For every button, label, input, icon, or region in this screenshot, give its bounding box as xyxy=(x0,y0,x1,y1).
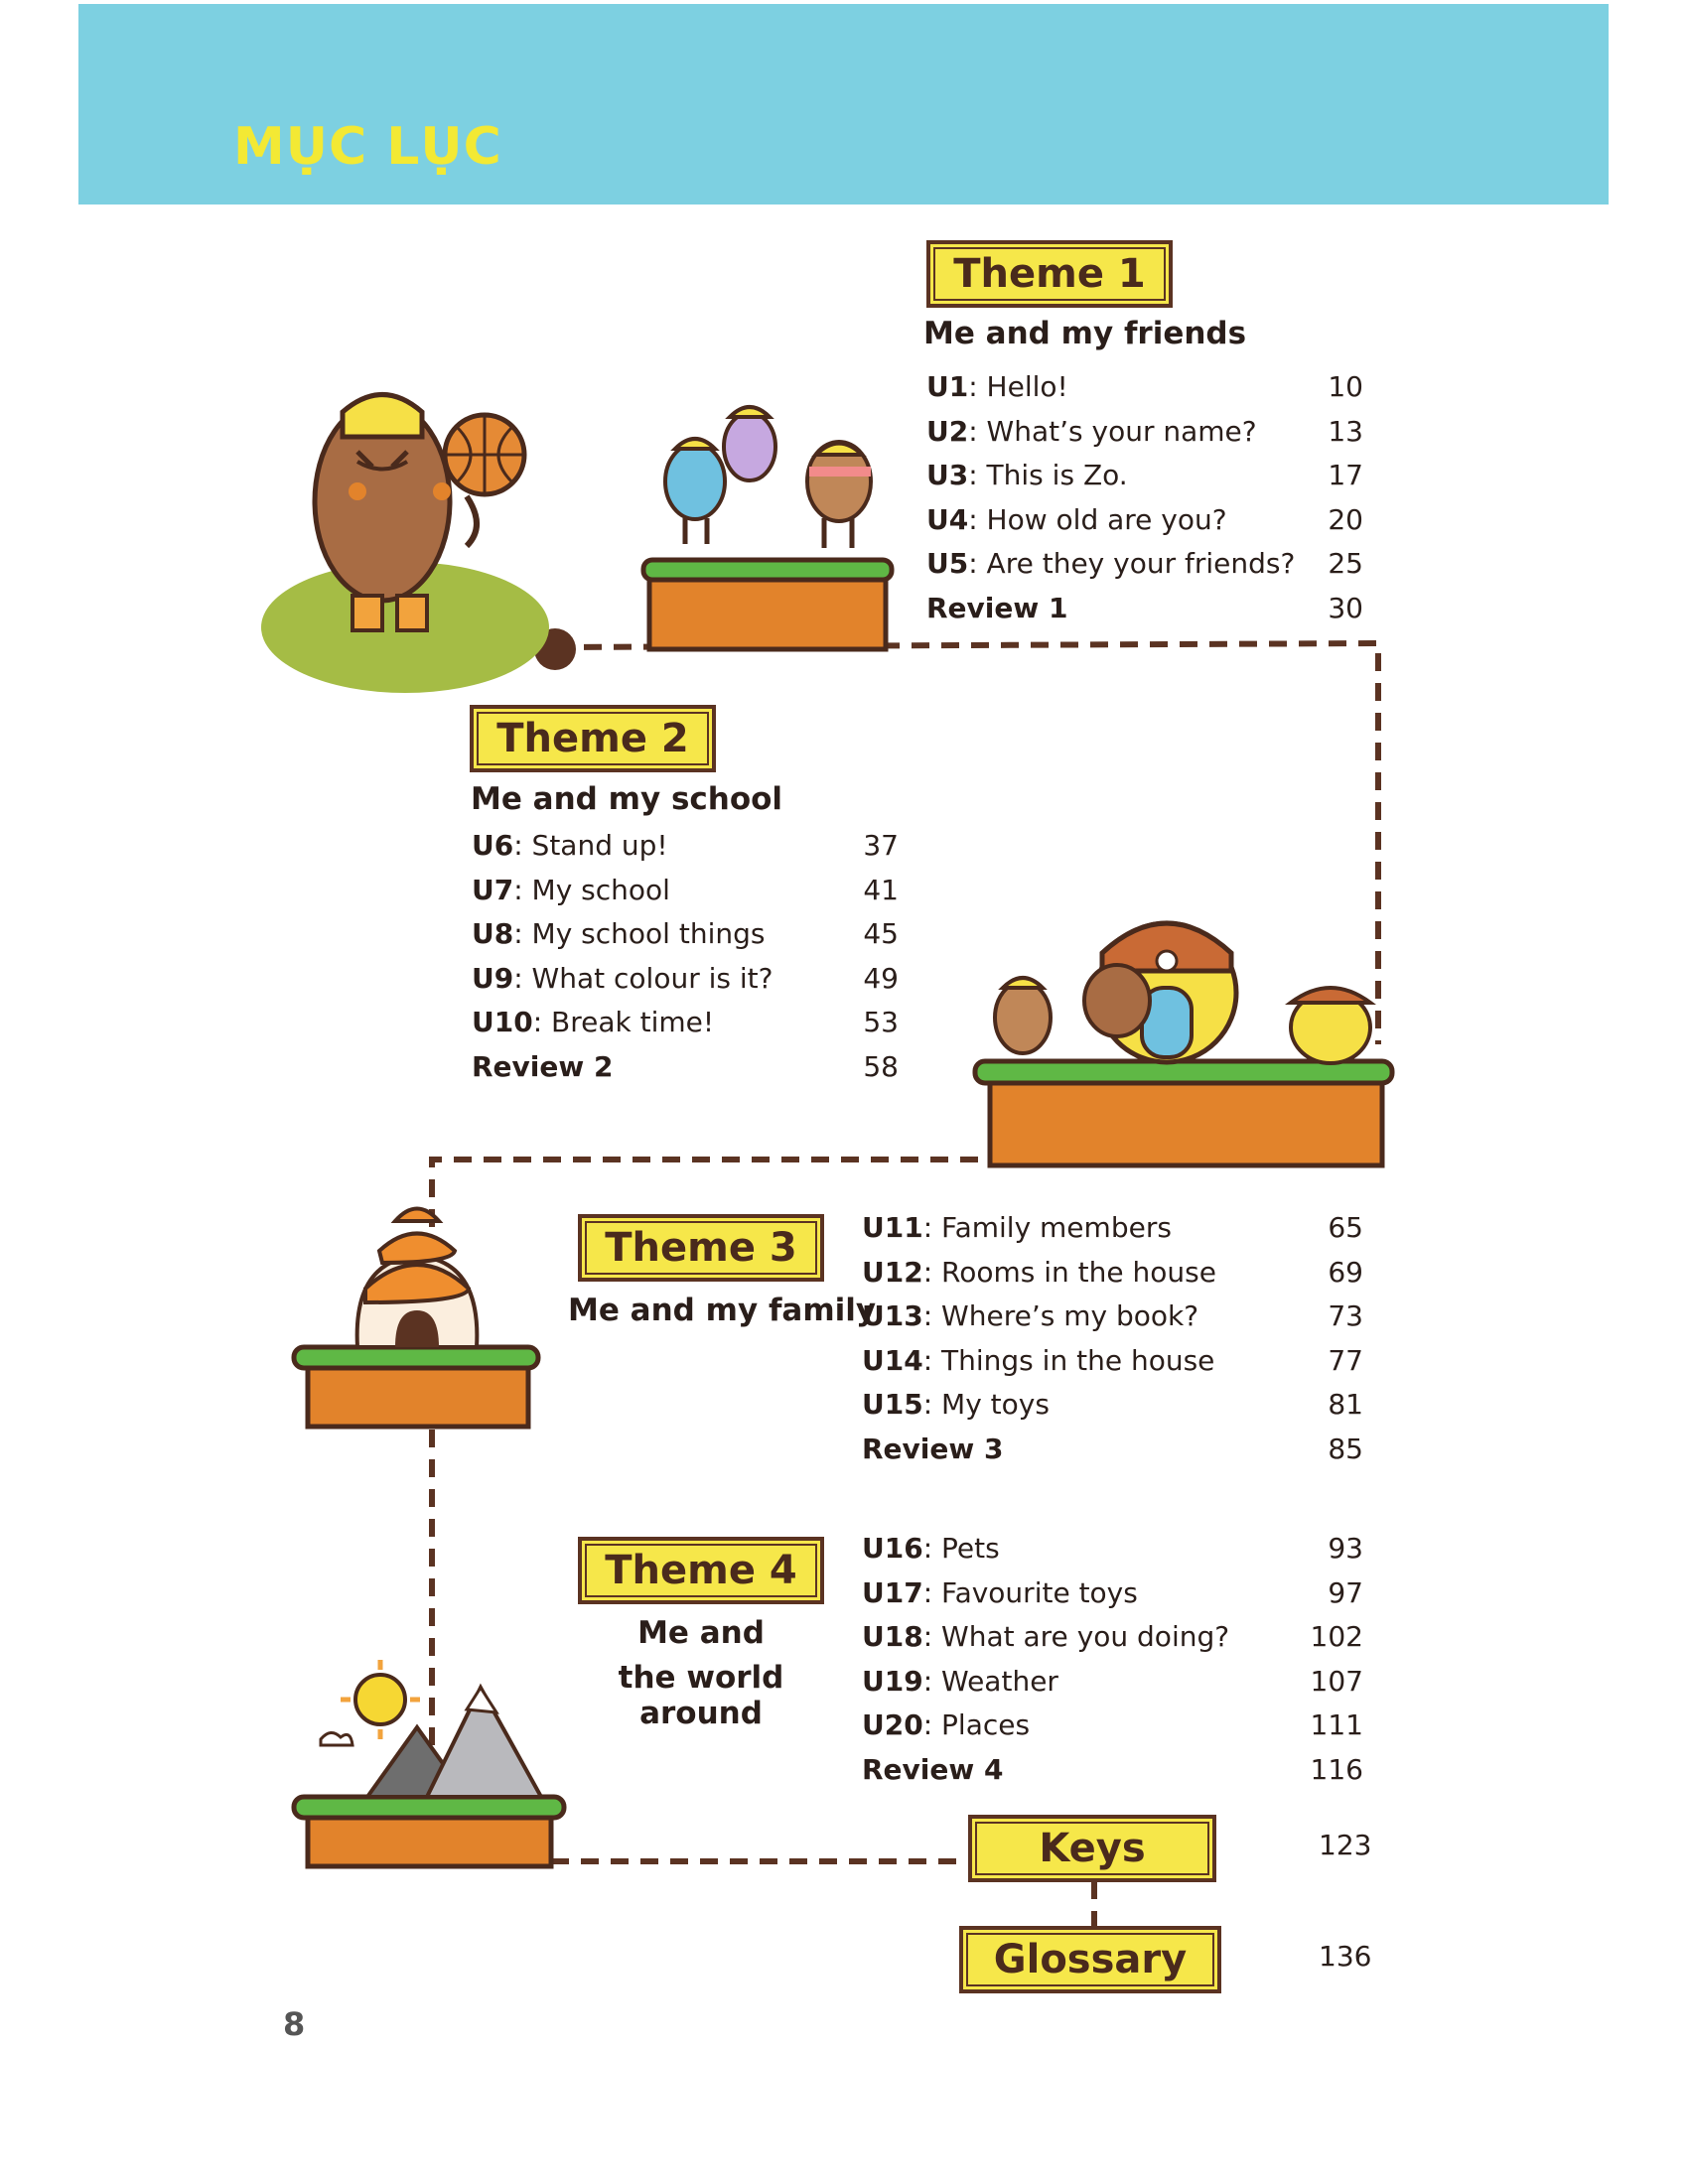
platform-4 xyxy=(294,1797,564,1866)
unit-code: U20 xyxy=(862,1708,923,1741)
toc-row-u1[interactable] xyxy=(926,365,1363,410)
review-page: 116 xyxy=(1310,1752,1363,1786)
unit-code: U4 xyxy=(926,502,969,536)
unit-title: : Favourite toys xyxy=(922,1575,1138,1609)
unit-title: : What are you doing? xyxy=(922,1620,1230,1653)
theme-3-badge[interactable] xyxy=(578,1214,824,1282)
unit-title: : My school things xyxy=(513,917,766,950)
unit-title: : My toys xyxy=(922,1388,1050,1421)
review-title: Review 1 xyxy=(926,591,1068,624)
unit-page: 107 xyxy=(1310,1664,1363,1698)
unit-code: U11 xyxy=(862,1211,923,1244)
theme-3-label: Theme 3 xyxy=(605,1225,797,1271)
unit-page: 53 xyxy=(863,1006,899,1038)
unit-page: 102 xyxy=(1310,1620,1363,1653)
theme-2-unit-list xyxy=(472,824,899,1089)
theme-3-unit-list xyxy=(862,1206,1363,1471)
unit-code: U1 xyxy=(926,370,969,403)
keys-page: 123 xyxy=(1319,1829,1372,1861)
platform-2 xyxy=(975,1061,1392,1165)
unit-code: U16 xyxy=(862,1532,923,1565)
toc-row-u7[interactable] xyxy=(472,869,899,913)
unit-title: : This is Zo. xyxy=(968,459,1128,491)
toc-row-u17[interactable] xyxy=(862,1571,1363,1616)
unit-page: 37 xyxy=(863,829,899,862)
unit-title: : What colour is it? xyxy=(513,961,774,995)
unit-title: : Pets xyxy=(922,1532,1000,1565)
toc-row-u19[interactable] xyxy=(862,1660,1363,1705)
unit-page: 97 xyxy=(1328,1575,1363,1609)
platform-3 xyxy=(294,1347,538,1427)
unit-code: U2 xyxy=(926,414,969,448)
review-page: 30 xyxy=(1328,591,1363,624)
unit-page: 65 xyxy=(1328,1211,1363,1244)
toc-row-u14[interactable] xyxy=(862,1339,1363,1384)
unit-page: 41 xyxy=(863,873,899,906)
keys-badge[interactable] xyxy=(968,1815,1216,1882)
unit-code: U7 xyxy=(472,873,514,906)
unit-page: 13 xyxy=(1328,414,1363,448)
unit-page: 45 xyxy=(863,917,899,950)
three-friends-icon xyxy=(665,407,871,548)
toc-row-u13[interactable] xyxy=(862,1295,1363,1339)
unit-title: : Things in the house xyxy=(922,1343,1215,1377)
glossary-badge[interactable] xyxy=(959,1926,1221,1993)
unit-code: U5 xyxy=(926,547,969,580)
unit-title: : Rooms in the house xyxy=(922,1255,1216,1289)
unit-page: 111 xyxy=(1310,1708,1363,1741)
unit-page: 25 xyxy=(1328,547,1363,580)
basketball-character-icon xyxy=(261,395,549,694)
unit-code: U8 xyxy=(472,917,514,950)
toc-row-u3[interactable] xyxy=(926,454,1363,498)
unit-code: U18 xyxy=(862,1620,923,1653)
theme-4-subtitle-line1: Me and xyxy=(637,1615,765,1651)
platform-1 xyxy=(643,560,892,649)
toc-row-u12[interactable] xyxy=(862,1251,1363,1296)
review-page: 58 xyxy=(863,1049,899,1083)
unit-title: : Break time! xyxy=(532,1006,715,1038)
page-title: MỤC LỤC xyxy=(233,117,502,177)
unit-code: U10 xyxy=(472,1006,533,1038)
unit-title: : How old are you? xyxy=(968,502,1227,536)
unit-title: : Hello! xyxy=(968,370,1068,403)
toc-row-u16[interactable] xyxy=(862,1527,1363,1571)
unit-title: : Places xyxy=(922,1708,1031,1741)
beehive-hut-icon xyxy=(357,1209,478,1348)
unit-title: : Stand up! xyxy=(513,829,668,862)
unit-page: 69 xyxy=(1328,1255,1363,1289)
unit-code: U19 xyxy=(862,1664,923,1698)
review-title: Review 4 xyxy=(862,1752,1004,1786)
page-number: 8 xyxy=(283,2005,306,2043)
theme-4-badge[interactable] xyxy=(578,1537,824,1604)
review-title: Review 3 xyxy=(862,1432,1004,1465)
unit-title: : Weather xyxy=(922,1664,1058,1698)
toc-row-u11[interactable] xyxy=(862,1206,1363,1251)
toc-row-review-2[interactable] xyxy=(472,1045,899,1090)
school-buildings-icon xyxy=(995,923,1370,1063)
theme-3-subtitle: Me and my family xyxy=(568,1293,877,1328)
theme-2-badge[interactable] xyxy=(470,705,716,772)
unit-page: 77 xyxy=(1328,1343,1363,1377)
toc-row-u2[interactable] xyxy=(926,410,1363,455)
unit-code: U12 xyxy=(862,1255,923,1289)
unit-code: U14 xyxy=(862,1343,923,1377)
toc-row-u8[interactable] xyxy=(472,912,899,957)
unit-code: U6 xyxy=(472,829,514,862)
theme-2-label: Theme 2 xyxy=(496,716,689,761)
unit-page: 20 xyxy=(1328,502,1363,536)
unit-page: 10 xyxy=(1328,370,1363,403)
keys-label: Keys xyxy=(1039,1826,1146,1871)
unit-page: 17 xyxy=(1328,459,1363,491)
unit-title: : Family members xyxy=(922,1211,1172,1244)
theme-4-subtitle-line2: the world around xyxy=(618,1660,784,1731)
toc-row-u10[interactable] xyxy=(472,1001,899,1045)
unit-page: 73 xyxy=(1328,1299,1363,1332)
unit-code: U15 xyxy=(862,1388,923,1421)
toc-row-u4[interactable] xyxy=(926,498,1363,543)
glossary-page: 136 xyxy=(1319,1940,1372,1973)
unit-title: : Where’s my book? xyxy=(922,1299,1199,1332)
theme-1-subtitle: Me and my friends xyxy=(923,316,1247,351)
toc-row-review-4[interactable] xyxy=(862,1748,1363,1793)
unit-title: : My school xyxy=(513,873,670,906)
unit-code: U13 xyxy=(862,1299,923,1332)
toc-row-review-3[interactable] xyxy=(862,1428,1363,1472)
unit-page: 81 xyxy=(1328,1388,1363,1421)
theme-4-label: Theme 4 xyxy=(605,1548,797,1593)
toc-row-u9[interactable] xyxy=(472,957,899,1002)
toc-row-u5[interactable] xyxy=(926,542,1363,587)
unit-page: 49 xyxy=(863,961,899,995)
unit-title: : Are they your friends? xyxy=(968,547,1296,580)
glossary-label: Glossary xyxy=(993,1937,1188,1982)
theme-1-unit-list xyxy=(926,365,1363,630)
unit-page: 93 xyxy=(1328,1532,1363,1565)
review-title: Review 2 xyxy=(472,1049,614,1083)
unit-code: U3 xyxy=(926,459,969,491)
review-page: 85 xyxy=(1328,1432,1363,1465)
theme-4-unit-list xyxy=(862,1527,1363,1792)
unit-title: : What’s your name? xyxy=(968,414,1257,448)
unit-code: U9 xyxy=(472,961,514,995)
toc-row-u20[interactable] xyxy=(862,1704,1363,1748)
theme-2-subtitle: Me and my school xyxy=(471,781,783,817)
unit-code: U17 xyxy=(862,1575,923,1609)
toc-row-review-1[interactable] xyxy=(926,587,1363,631)
toc-row-u15[interactable] xyxy=(862,1383,1363,1428)
theme-1-badge[interactable] xyxy=(926,240,1173,308)
toc-row-u6[interactable] xyxy=(472,824,899,869)
theme-1-label: Theme 1 xyxy=(953,251,1146,297)
toc-row-u18[interactable] xyxy=(862,1615,1363,1660)
